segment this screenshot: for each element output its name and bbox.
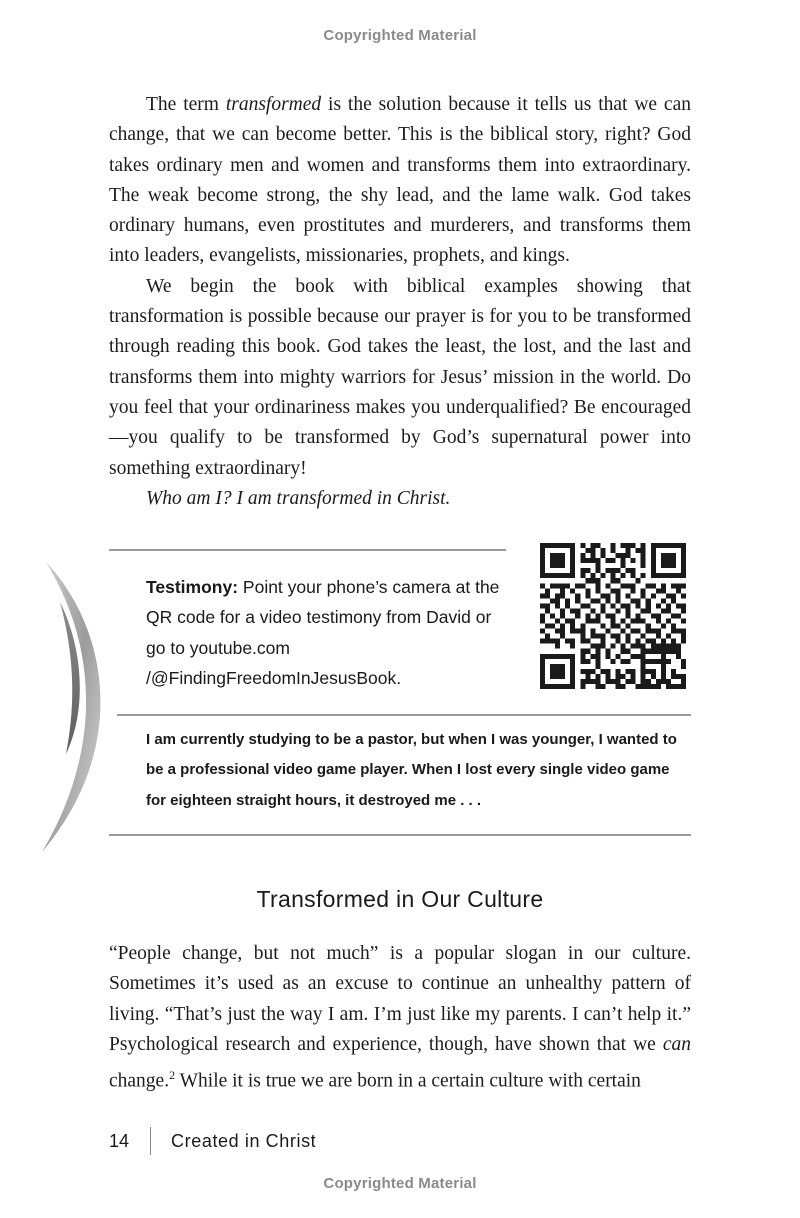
divider xyxy=(109,834,691,836)
section-heading: Transformed in Our Culture xyxy=(256,886,544,912)
copyright-watermark-bottom: Copyrighted Material xyxy=(323,1175,477,1192)
copyright-watermark-top: Copyrighted Material xyxy=(323,27,477,44)
divider xyxy=(117,714,691,716)
chapter-title: Created in Christ xyxy=(171,1130,317,1151)
testimony-quote: I am currently studying to be a pastor, but when I was younger, I wanted to be a professional video game player. When I lost every single video game for eighteen straight hours, it destroyed me . . . xyxy=(146,731,677,809)
paragraph-transformed: The term transformed is the solution because it tells us that we can change, that we can become better. This is the biblical story, right? God takes ordinary men and women and transforms them into extraordinary. The weak become strong, the shy lead, and the lame walk. God takes ordinary humans, even prostitutes and murderers, and transforms them into leaders, evangelists, missionaries, prophets, and kings. xyxy=(109,94,691,267)
intro-text xyxy=(109,90,691,514)
paragraph-who-am-i: Who am I? I am transformed in Christ. xyxy=(146,487,451,509)
divider xyxy=(109,549,506,551)
footer-divider xyxy=(150,1127,151,1155)
testimony-label: Testimony: xyxy=(146,577,239,597)
paragraph-biblical-examples: We begin the book with biblical examples showing that transformation is possible because our prayer is for you to be transformed through reading this book. God takes the least, the lost, and the last and transforms them into mighty warriors for Jesus’ mission in the world. Do you feel that your ordinariness makes you underqualified? Be encouraged—you qualify to be transformed by God’s supernatural power into something extraordinary! xyxy=(109,275,691,479)
page-footer xyxy=(109,1126,316,1156)
qr-code-icon[interactable] xyxy=(540,543,686,689)
footnote-marker[interactable]: 2 xyxy=(169,1068,176,1083)
testimony-box xyxy=(109,540,691,837)
page-number: 14 xyxy=(109,1130,130,1151)
paragraph-people-change: “People change, but not much” is a popular slogan in our culture. Sometimes it’s used as an excuse to continue an unhealthy pattern of living. “That’s just the way I am. I’m just like my parents. I can’t help it.” Psychological research and experience, though, have shown that we can change.$^2$ While it is true we are born in a certain culture with certain xyxy=(109,943,691,1092)
testimony-intro: Testimony: Point your phone’s camera at the QR code for a video testimony from David or go to youtube.com /@FindingFreedomInJesusBook. xyxy=(146,577,500,689)
section-text xyxy=(109,939,691,1097)
